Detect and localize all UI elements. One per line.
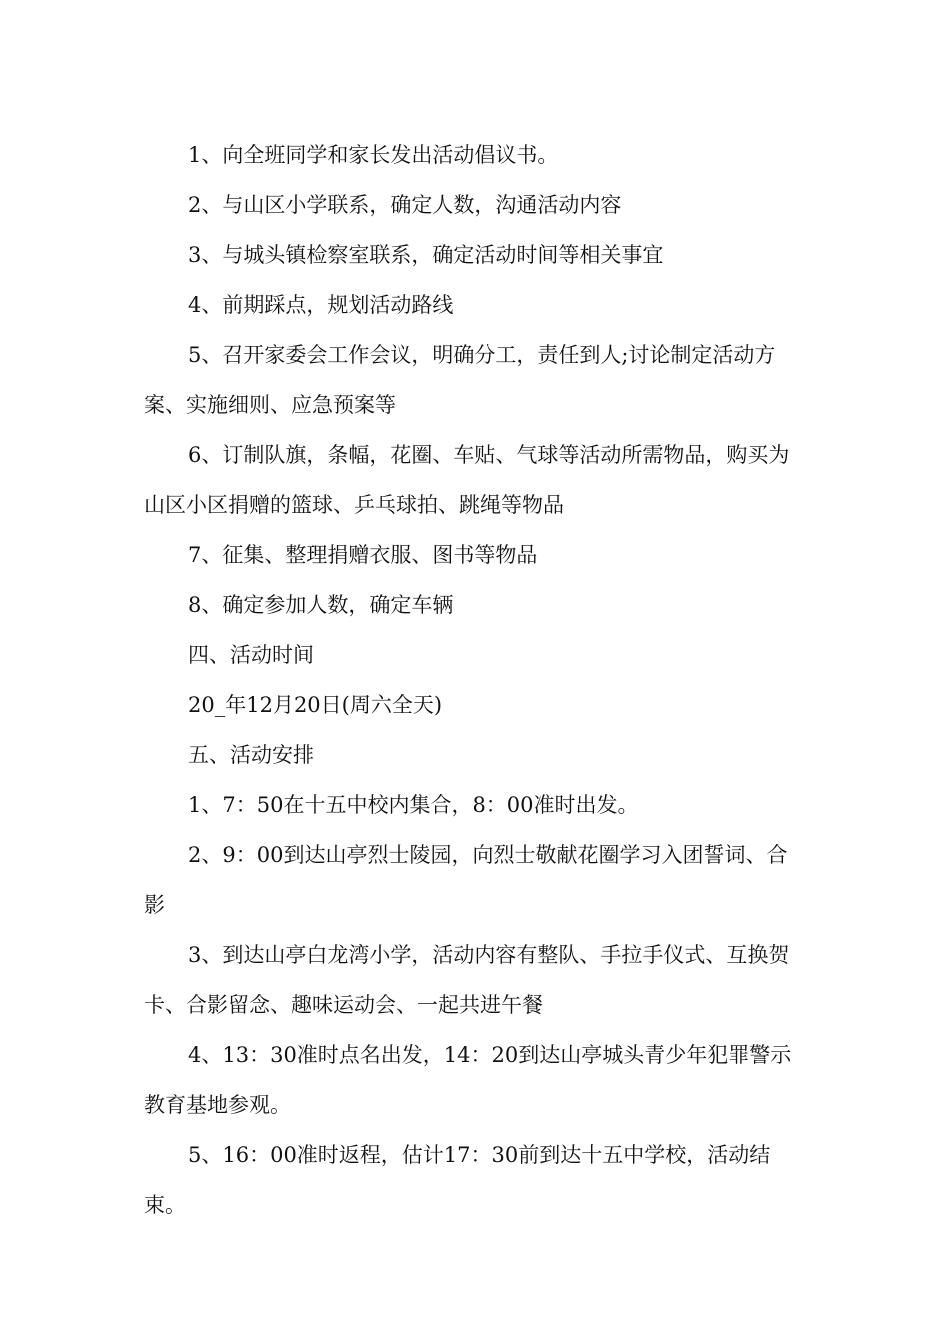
- document-body: [144, 130, 808, 1230]
- paragraph-prep-8: 8、确定参加人数，确定车辆: [188, 593, 454, 617]
- schedule-item-1: 1、7：50在十五中校内集合，8：00准时出发。: [188, 793, 639, 817]
- activity-date: 20_年12月20日(周六全天): [188, 693, 443, 717]
- section-heading-schedule: 五、活动安排: [188, 743, 314, 767]
- schedule-item-4: 4、13：30准时点名出发，14：20到达山亭城头青少年犯罪警示教育基地参观。: [144, 1043, 792, 1117]
- paragraph-prep-4: 4、前期踩点，规划活动路线: [188, 293, 454, 317]
- paragraph-prep-6: 6、订制队旗，条幅，花圈、车贴、气球等活动所需物品，购买为山区小区捐赠的篮球、乒乓球拍、跳绳等物品: [144, 443, 790, 517]
- schedule-item-3: 3、到达山亭白龙湾小学，活动内容有整队、手拉手仪式、互换贺卡、合影留念、趣味运动会、一起共进午餐: [144, 943, 790, 1017]
- paragraph-prep-2: 2、与山区小学联系，确定人数，沟通活动内容: [188, 193, 622, 217]
- paragraph-prep-3: 3、与城头镇检察室联系，确定活动时间等相关事宜: [188, 243, 664, 267]
- schedule-item-5: 5、16：00准时返程，估计17：30前到达十五中学校，活动结束。: [144, 1143, 771, 1217]
- section-heading-time: 四、活动时间: [188, 643, 314, 667]
- paragraph-prep-5: 5、召开家委会工作会议，明确分工，责任到人;讨论制定活动方案、实施细则、应急预案等: [144, 343, 776, 417]
- paragraph-prep-7: 7、征集、整理捐赠衣服、图书等物品: [188, 543, 538, 567]
- schedule-item-2: 2、9：00到达山亭烈士陵园，向烈士敬献花圈学习入团誓词、合影: [144, 843, 788, 917]
- paragraph-prep-1: 1、向全班同学和家长发出活动倡议书。: [188, 143, 559, 167]
